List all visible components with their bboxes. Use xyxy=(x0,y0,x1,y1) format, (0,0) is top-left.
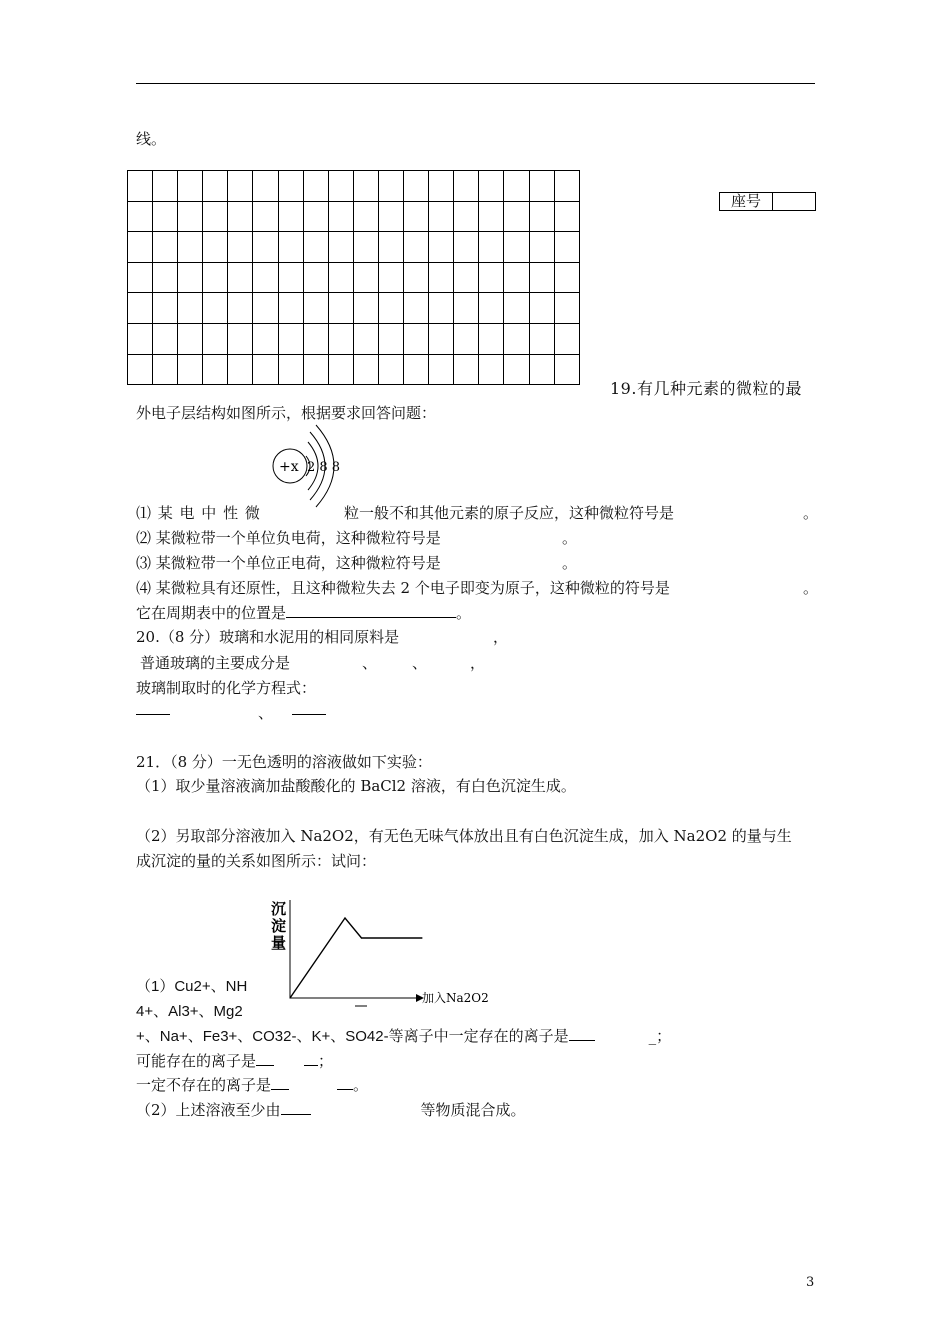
answer-blank[interactable] xyxy=(304,1051,318,1066)
seat-number-box xyxy=(719,192,816,211)
grid-cell[interactable] xyxy=(353,201,378,232)
q19-p1a: ⑴ 某 电 中 性 微 xyxy=(136,504,261,522)
grid-cell[interactable] xyxy=(228,262,253,293)
grid-cell[interactable] xyxy=(303,293,328,324)
grid-cell[interactable] xyxy=(504,171,529,202)
grid-cell[interactable] xyxy=(228,323,253,354)
grid-cell[interactable] xyxy=(253,293,278,324)
grid-cell[interactable] xyxy=(203,232,228,263)
q19-p2: ⑵ 某微粒带一个单位负电荷，这种微粒符号是 xyxy=(136,529,441,547)
grid-cell[interactable] xyxy=(303,201,328,232)
grid-row xyxy=(128,232,580,263)
grid-cell[interactable] xyxy=(353,232,378,263)
q19-p4: ⑷ 某微粒具有还原性，且这种微粒失去 2 个电子即变为原子，这种微粒的符号是 xyxy=(136,579,670,597)
grid-cell[interactable] xyxy=(328,171,353,202)
q19-p3: ⑶ 某微粒带一个单位正电荷，这种微粒符号是 xyxy=(136,554,441,572)
q21-line4: 成沉淀的量的关系如图所示：试问： xyxy=(136,852,377,870)
grid-cell[interactable] xyxy=(554,354,579,385)
nucleus-label: +x xyxy=(279,459,299,475)
grid-cell[interactable] xyxy=(253,201,278,232)
grid-cell[interactable] xyxy=(454,293,479,324)
q19-p3-end: 。 xyxy=(562,554,578,572)
q20-line3: 玻璃制取时的化学方程式： xyxy=(136,679,317,697)
grid-cell[interactable] xyxy=(429,323,454,354)
grid-cell[interactable] xyxy=(128,354,153,385)
grid-cell[interactable] xyxy=(278,354,303,385)
grid-cell[interactable] xyxy=(203,201,228,232)
grid-cell[interactable] xyxy=(429,293,454,324)
grid-cell[interactable] xyxy=(153,293,178,324)
grid-cell[interactable] xyxy=(429,354,454,385)
grid-cell[interactable] xyxy=(404,323,429,354)
data-point xyxy=(344,917,345,918)
grid-cell[interactable] xyxy=(153,201,178,232)
grid-cell[interactable] xyxy=(479,262,504,293)
grid-cell[interactable] xyxy=(554,201,579,232)
answer-blank[interactable] xyxy=(271,1075,289,1090)
grid-cell[interactable] xyxy=(479,323,504,354)
q21-sub1a: （1）Cu2+、NH xyxy=(136,978,248,995)
grid-cell[interactable] xyxy=(203,323,228,354)
atom-structure-diagram xyxy=(268,422,358,508)
y-label-char: 淀 xyxy=(271,917,287,935)
q21-sub1c-end: _； xyxy=(648,1027,672,1045)
grid-cell[interactable] xyxy=(278,323,303,354)
answer-blank[interactable] xyxy=(569,1026,595,1041)
grid-cell[interactable] xyxy=(554,323,579,354)
grid-cell[interactable] xyxy=(454,232,479,263)
grid-cell[interactable] xyxy=(278,201,303,232)
page-number: 3 xyxy=(806,1275,815,1290)
shell-electrons: 2 8 8 xyxy=(307,460,341,475)
q20-line2-sep2: 、 xyxy=(412,654,428,672)
grid-cell[interactable] xyxy=(228,171,253,202)
grid-cell[interactable] xyxy=(479,232,504,263)
grid-cell[interactable] xyxy=(303,171,328,202)
grid-cell[interactable] xyxy=(128,171,153,202)
q21-sub4-end: 等物质混合成。 xyxy=(420,1101,526,1119)
grid-cell[interactable] xyxy=(328,262,353,293)
data-point xyxy=(361,937,362,938)
q20-line1-end: ， xyxy=(493,628,509,646)
grid-cell[interactable] xyxy=(178,293,203,324)
q19-p4-end: 。 xyxy=(803,579,819,597)
grid-cell[interactable] xyxy=(378,323,403,354)
q21-sub3-text: 一定不存在的离子是 xyxy=(136,1076,272,1094)
grid-cell[interactable] xyxy=(178,262,203,293)
precipitate-chart xyxy=(268,898,493,1016)
grid-cell[interactable] xyxy=(404,232,429,263)
q21-sub2-text: 可能存在的离子是 xyxy=(136,1052,257,1070)
q21-sub1c xyxy=(136,1025,671,1046)
grid-cell[interactable] xyxy=(378,354,403,385)
q21-sub3 xyxy=(136,1074,368,1095)
q21-sub1b: 4+、Al3+、Mg2 xyxy=(136,1003,243,1020)
grid-cell[interactable] xyxy=(378,232,403,263)
grid-cell[interactable] xyxy=(253,323,278,354)
grid-cell[interactable] xyxy=(128,201,153,232)
grid-cell[interactable] xyxy=(504,232,529,263)
grid-cell[interactable] xyxy=(479,293,504,324)
q21-line3: （2）另取部分溶液加入 Na2O2，有无色无味气体放出且有白色沉淀生成，加入 Na2O2 的量与生 xyxy=(136,827,792,845)
grid-cell[interactable] xyxy=(128,323,153,354)
grid-cell[interactable] xyxy=(454,171,479,202)
seat-label: 座号 xyxy=(720,193,773,210)
grid-cell[interactable] xyxy=(404,171,429,202)
q20-line4-sep: 、 xyxy=(258,704,274,722)
data-point xyxy=(289,997,290,998)
grid-cell[interactable] xyxy=(253,232,278,263)
answer-blank[interactable] xyxy=(136,714,170,715)
grid-row xyxy=(128,293,580,324)
grid-cell[interactable] xyxy=(504,262,529,293)
grid-cell[interactable] xyxy=(378,201,403,232)
grid-cell[interactable] xyxy=(178,232,203,263)
grid-cell[interactable] xyxy=(203,262,228,293)
q19-p1b: 粒一般不和其他元素的原子反应，这种微粒符号是 xyxy=(344,504,675,522)
grid-cell[interactable] xyxy=(178,201,203,232)
q19-p5-text: 它在周期表中的位置是 xyxy=(136,604,287,622)
series-line xyxy=(290,918,422,998)
grid-cell[interactable] xyxy=(454,262,479,293)
grid-cell[interactable] xyxy=(328,201,353,232)
grid-cell[interactable] xyxy=(328,354,353,385)
grid-cell[interactable] xyxy=(454,354,479,385)
answer-blank[interactable] xyxy=(256,1051,274,1066)
grid-cell[interactable] xyxy=(504,354,529,385)
grid-cell[interactable] xyxy=(328,232,353,263)
header-rule xyxy=(136,83,815,84)
grid-cell[interactable] xyxy=(429,171,454,202)
grid-row xyxy=(128,171,580,202)
grid-cell[interactable] xyxy=(429,232,454,263)
grid-cell[interactable] xyxy=(253,171,278,202)
grid-cell[interactable] xyxy=(554,262,579,293)
grid-cell[interactable] xyxy=(479,171,504,202)
grid-cell[interactable] xyxy=(454,201,479,232)
grid-cell[interactable] xyxy=(454,323,479,354)
grid-cell[interactable] xyxy=(128,262,153,293)
grid-cell[interactable] xyxy=(378,293,403,324)
grid-cell[interactable] xyxy=(378,262,403,293)
grid-cell[interactable] xyxy=(504,293,529,324)
grid-cell[interactable] xyxy=(479,201,504,232)
q19-p5-end: 。 xyxy=(456,604,472,622)
q19-intro-a: 19.有几种元素的微粒的最 xyxy=(610,379,802,398)
grid-cell[interactable] xyxy=(529,323,554,354)
grid-cell[interactable] xyxy=(353,354,378,385)
grid-cell[interactable] xyxy=(228,293,253,324)
q20-line1: 20.（8 分）玻璃和水泥用的相同原料是 xyxy=(136,628,400,646)
grid-cell[interactable] xyxy=(328,293,353,324)
grid-cell[interactable] xyxy=(228,201,253,232)
grid-cell[interactable] xyxy=(404,262,429,293)
grid-cell[interactable] xyxy=(278,293,303,324)
y-label-char: 沉 xyxy=(271,900,287,918)
x-axis-label: 加入Na2O2 xyxy=(422,991,489,1005)
answer-grid xyxy=(127,170,580,385)
grid-cell[interactable] xyxy=(253,262,278,293)
grid-cell[interactable] xyxy=(529,354,554,385)
grid-cell[interactable] xyxy=(153,232,178,263)
grid-cell[interactable] xyxy=(404,354,429,385)
grid-row xyxy=(128,262,580,293)
y-axis-label xyxy=(271,900,286,952)
q20-line2: 普通玻璃的主要成分是 xyxy=(140,654,291,672)
grid-cell[interactable] xyxy=(529,232,554,263)
q19-p5 xyxy=(136,602,471,623)
grid-cell[interactable] xyxy=(303,354,328,385)
answer-blank[interactable] xyxy=(281,1100,311,1115)
q20-line2-end: ， xyxy=(470,654,486,672)
grid-cell[interactable] xyxy=(529,293,554,324)
grid-cell[interactable] xyxy=(203,293,228,324)
grid-cell[interactable] xyxy=(253,354,278,385)
grid-cell[interactable] xyxy=(203,171,228,202)
q19-p1c: 。 xyxy=(803,504,819,522)
q21-sub4 xyxy=(136,1099,526,1120)
grid-cell[interactable] xyxy=(203,354,228,385)
q19-intro-b: 外电子层结构如图所示，根据要求回答问题： xyxy=(136,404,437,422)
grid-cell[interactable] xyxy=(353,293,378,324)
grid-cell[interactable] xyxy=(404,201,429,232)
grid-cell[interactable] xyxy=(228,354,253,385)
grid-cell[interactable] xyxy=(178,171,203,202)
answer-blank[interactable] xyxy=(292,714,326,715)
grid-row xyxy=(128,323,580,354)
grid-cell[interactable] xyxy=(529,171,554,202)
grid-cell[interactable] xyxy=(404,293,429,324)
grid-row xyxy=(128,201,580,232)
grid-cell[interactable] xyxy=(278,171,303,202)
grid-cell[interactable] xyxy=(529,262,554,293)
grid-cell[interactable] xyxy=(128,293,153,324)
data-point xyxy=(421,937,422,938)
answer-blank[interactable] xyxy=(286,603,456,618)
q21-sub4-text: （2）上述溶液至少由 xyxy=(136,1101,281,1119)
q21-line2: （1）取少量溶液滴加盐酸酸化的 BaCl2 溶液，有白色沉淀生成。 xyxy=(136,777,576,795)
grid-cell[interactable] xyxy=(153,354,178,385)
grid-cell[interactable] xyxy=(128,232,153,263)
grid-cell[interactable] xyxy=(504,323,529,354)
q20-line2-sep1: 、 xyxy=(362,654,378,672)
grid-cell[interactable] xyxy=(554,232,579,263)
grid-cell[interactable] xyxy=(378,171,403,202)
grid-cell[interactable] xyxy=(153,171,178,202)
grid-row xyxy=(128,354,580,385)
continued-text: 线。 xyxy=(136,130,167,148)
grid-cell[interactable] xyxy=(353,323,378,354)
q21-sub3-end: 。 xyxy=(353,1076,369,1094)
y-label-char: 量 xyxy=(271,934,287,952)
grid-cell[interactable] xyxy=(479,354,504,385)
grid-cell[interactable] xyxy=(278,262,303,293)
grid-cell[interactable] xyxy=(178,354,203,385)
grid-cell[interactable] xyxy=(504,201,529,232)
grid-cell[interactable] xyxy=(153,262,178,293)
grid-cell[interactable] xyxy=(178,323,203,354)
q21-sub2 xyxy=(136,1050,333,1071)
grid-cell[interactable] xyxy=(228,232,253,263)
grid-cell[interactable] xyxy=(303,232,328,263)
q21-sub2-end: ； xyxy=(318,1052,334,1070)
grid-cell[interactable] xyxy=(529,201,554,232)
grid-cell[interactable] xyxy=(353,171,378,202)
grid-cell[interactable] xyxy=(278,232,303,263)
answer-blank[interactable] xyxy=(337,1075,353,1090)
q21-sub1c-text: +、Na+、Fe3+、CO32-、K+、SO42-等离子中一定存在的离子是 xyxy=(136,1028,569,1045)
q19-p2-end: 。 xyxy=(562,529,578,547)
grid-cell[interactable] xyxy=(303,262,328,293)
grid-cell[interactable] xyxy=(353,262,378,293)
grid-cell[interactable] xyxy=(429,262,454,293)
grid-cell[interactable] xyxy=(554,293,579,324)
grid-cell[interactable] xyxy=(429,201,454,232)
grid-cell[interactable] xyxy=(328,323,353,354)
q21-line1: 21．（8 分）一无色透明的溶液做如下实验： xyxy=(136,753,432,771)
grid-cell[interactable] xyxy=(153,323,178,354)
grid-cell[interactable] xyxy=(303,323,328,354)
grid-cell[interactable] xyxy=(554,171,579,202)
